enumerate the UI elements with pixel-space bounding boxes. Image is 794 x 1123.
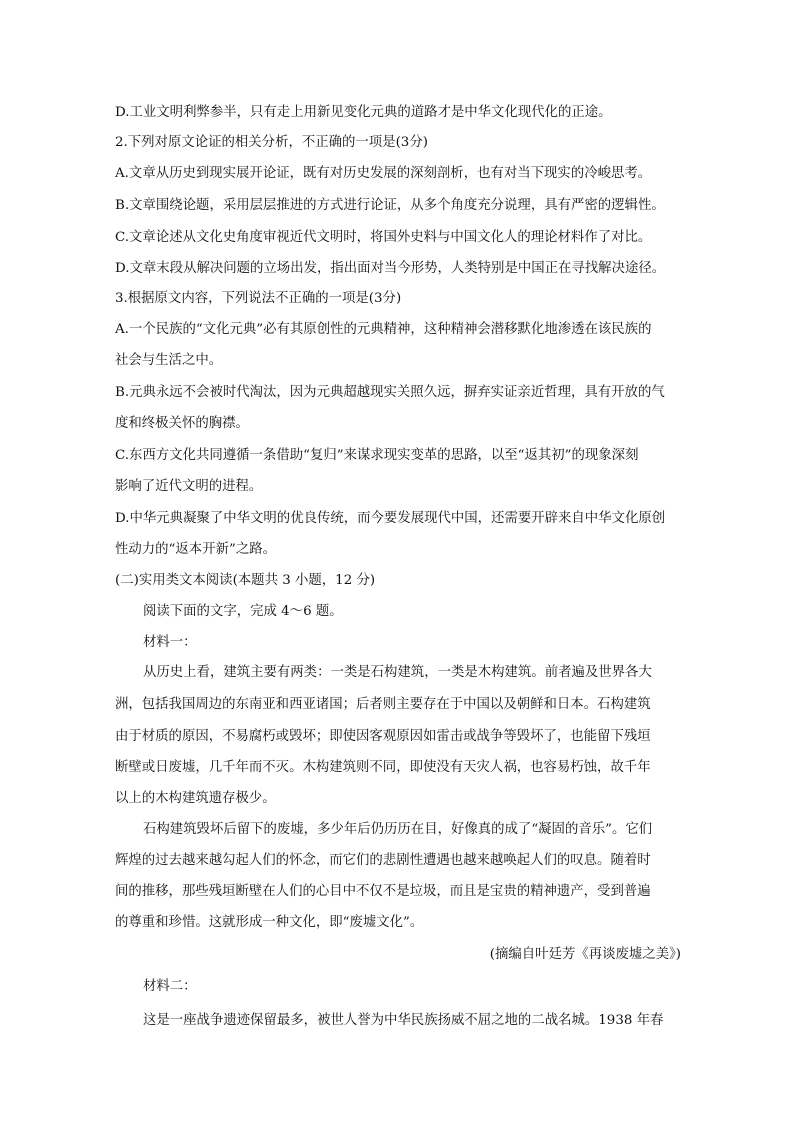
reading-instruction: 阅读下面的文字，完成 4～6 题。 bbox=[143, 604, 343, 619]
section-heading: (二)实用类文本阅读(本题共 3 小题，12 分) bbox=[115, 573, 376, 588]
q3-option-b-line-1: B.元典永远不会被时代淘汰，因为元典超越现实关照久远，摒弃实证亲近哲理，具有开放的气 bbox=[115, 385, 665, 400]
material-1-para-1-line-3: 由于材质的原因，不易腐朽或毁坏；即使因客观原因如雷击或战争等毁坏了，也能留下残垣 bbox=[115, 729, 651, 744]
material-1-para-2-line-4: 的尊重和珍惜。这就形成一种文化，即“废墟文化”。 bbox=[115, 915, 424, 930]
q2-option-d: D.文章末段从解决问题的立场出发，指出面对当今形势，人类特别是中国正在寻找解决途径。 bbox=[115, 261, 666, 276]
source-citation: (摘编自叶廷芳《再谈废墟之美》) bbox=[489, 947, 681, 962]
material-2-label: 材料二： bbox=[143, 979, 197, 994]
question-2-stem: 2.下列对原文论证的相关分析，不正确的一项是(3分) bbox=[115, 135, 428, 150]
q3-option-c-line-1: C.东西方文化共同遵循一条借助“复归”来谋求现实变革的思路，以至“返其初”的现象深刻 bbox=[115, 448, 639, 463]
material-1-para-2-line-1: 石构建筑毁坏后留下的废墟，多少年后仍历历在目，好像真的成了“凝固的音乐”。它们 bbox=[143, 822, 653, 837]
q2-option-b: B.文章围绕论题，采用层层推进的方式进行论证，从多个角度充分说理，具有严密的逻辑性。 bbox=[115, 198, 665, 213]
material-1-para-1-line-1: 从历史上看，建筑主要有两类：一类是石构建筑，一类是木构建筑。前者遍及世界各大 bbox=[143, 665, 652, 680]
question-3-stem: 3.根据原文内容，下列说法不正确的一项是(3分) bbox=[115, 291, 402, 306]
q2-option-c: C.文章论述从文化史角度审视近代文明时，将国外史料与中国文化人的理论材料作了对比。 bbox=[115, 230, 652, 245]
q3-option-d-line-1: D.中华元典凝聚了中华文明的优良传统，而今要发展现代中国，还需要开辟来自中华文化原创 bbox=[115, 511, 666, 526]
option-d-q1-line: D.工业文明利弊参半，只有走上用新见变化元典的道路才是中华文化现代化的正途。 bbox=[115, 105, 612, 120]
material-1-para-2-line-2: 辉煌的过去越来越勾起人们的怀念，而它们的悲剧性遭遇也越来越唤起人们的叹息。随着时 bbox=[115, 853, 651, 868]
q3-option-a-line-2: 社会与生活之中。 bbox=[115, 353, 223, 368]
q3-option-a-line-1: A.一个民族的“文化元典”必有其原创性的元典精神，这种精神会潜移默化地渗透在该民族的 bbox=[115, 322, 652, 337]
q3-option-c-line-2: 影响了近代文明的进程。 bbox=[115, 479, 263, 494]
q3-option-d-line-2: 性动力的“返本开新”之路。 bbox=[115, 542, 276, 557]
q2-option-a: A.文章从历史到现实展开论证，既有对历史发展的深刻剖析，也有对当下现实的冷峻思考。 bbox=[115, 166, 652, 181]
q3-option-b-line-2: 度和终极关怀的胸襟。 bbox=[115, 416, 249, 431]
material-1-label: 材料一： bbox=[143, 635, 197, 650]
material-1-para-2-line-3: 间的推移，那些残垣断壁在人们的心目中不仅不是垃圾，而且是宝贵的精神遗产，受到普遍 bbox=[115, 884, 651, 899]
material-1-para-1-line-4: 断壁或日废墟，几千年而不灭。木构建筑则不同，即使没有天灾人祸，也容易朽蚀，故千年 bbox=[115, 760, 651, 775]
material-1-para-1-line-2: 洲，包括我国周边的东南亚和西亚诸国；后者则主要存在于中国以及朝鲜和日本。石构建筑 bbox=[115, 697, 651, 712]
material-2-para-1-line-1: 这是一座战争遗迹保留最多，被世人誉为中华民族扬威不屈之地的二战名城。1938 年春 bbox=[143, 1013, 664, 1028]
material-1-para-1-line-5: 以上的木构建筑遗存极少。 bbox=[115, 791, 276, 806]
